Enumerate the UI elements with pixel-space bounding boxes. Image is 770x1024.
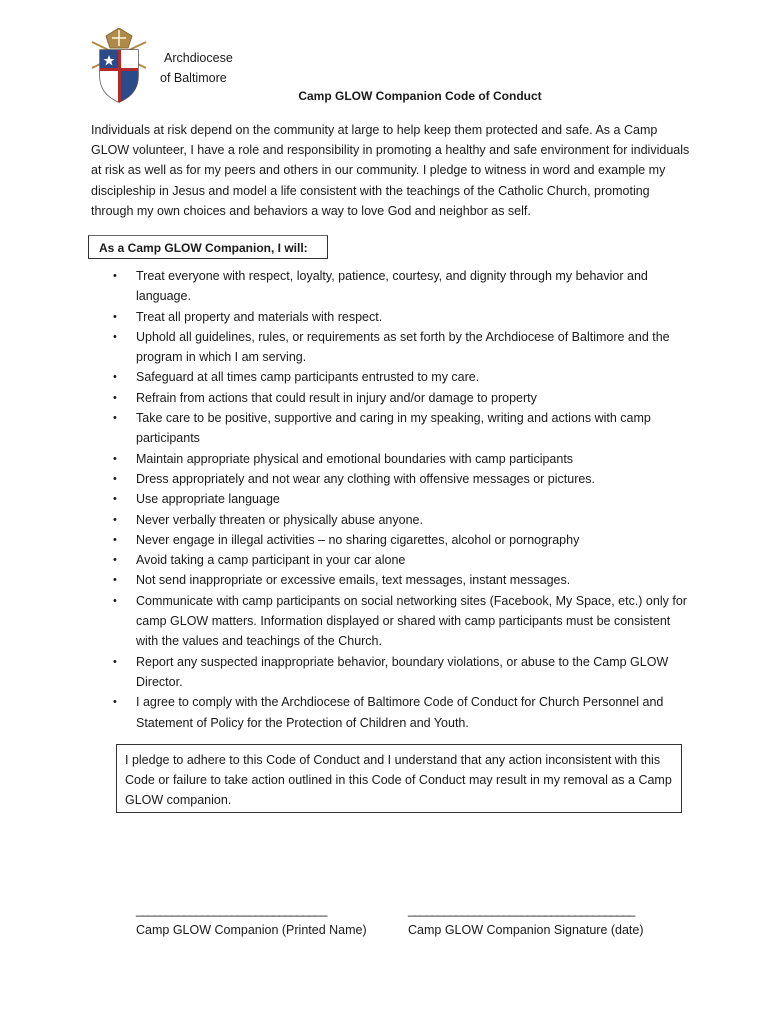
commitment-text: Never verbally threaten or physically abuse anyone. [136, 512, 423, 527]
commitment-text: Use appropriate language [136, 492, 280, 507]
commitment-heading: As a Camp GLOW Companion, I will: [99, 241, 308, 255]
bullet-icon: • [113, 330, 117, 343]
bullet-icon: • [113, 554, 117, 567]
org-line-1: Archdiocese [164, 51, 233, 65]
bullet-icon: • [113, 594, 117, 607]
commitment-list [110, 266, 690, 733]
commitment-item [110, 469, 690, 489]
commitment-text: Not send inappropriate or excessive emails, text messages, instant messages. [136, 573, 571, 588]
commitment-item [110, 388, 690, 408]
bullet-icon: • [113, 472, 117, 485]
signature-field[interactable] [408, 900, 644, 940]
commitment-item [110, 489, 690, 509]
bullet-icon: • [113, 310, 117, 323]
commitment-item [110, 530, 690, 550]
commitment-item [110, 591, 690, 652]
commitment-item [110, 570, 690, 590]
commitment-item [110, 449, 690, 469]
pledge-box: I pledge to adhere to this Code of Conduct and I understand that any action inconsistent with this Code or failure to take action outlined in this Code of Conduct may result in my removal as a Camp GLOW companion. [116, 744, 682, 813]
bullet-icon: • [113, 533, 117, 546]
commitment-text: I agree to comply with the Archdiocese of Baltimore Code of Conduct for Church Personnel and Statement of Policy for the Protection of Children and Youth. [136, 695, 664, 730]
bullet-icon: • [113, 513, 117, 526]
commitment-text: Take care to be positive, supportive and caring in my speaking, writing and actions with camp participants [136, 411, 651, 446]
commitment-heading-box [88, 235, 328, 259]
commitment-text: Report any suspected inappropriate behavior, boundary violations, or abuse to the Camp GLOW Director. [136, 654, 669, 689]
bullet-icon: • [113, 655, 117, 668]
bullet-icon: • [113, 696, 117, 709]
bullet-icon: • [113, 574, 117, 587]
signature-label: Camp GLOW Companion Signature (date) [408, 923, 644, 937]
organization-name [160, 48, 233, 88]
commitment-item [110, 510, 690, 530]
bullet-icon: • [113, 452, 117, 465]
commitment-item [110, 692, 690, 733]
signature-line: ______________________________________ [408, 903, 635, 917]
commitment-item [110, 652, 690, 693]
commitment-text: Treat everyone with respect, loyalty, patience, courtesy, and dignity through my behavior and language. [136, 269, 648, 304]
commitment-text: Uphold all guidelines, rules, or requirements as set forth by the Archdiocese of Baltimore and the program in which I am serving. [136, 329, 670, 365]
commitment-item [110, 367, 690, 387]
commitment-item [110, 408, 690, 449]
commitment-item [110, 266, 690, 307]
printed-name-line: ________________________________ [136, 903, 327, 917]
bullet-icon: • [113, 493, 117, 506]
commitment-text: Refrain from actions that could result in injury and/or damage to property [136, 390, 537, 405]
printed-name-field[interactable] [136, 900, 367, 940]
commitment-text: Never engage in illegal activities – no sharing cigarettes, alcohol or pornography [136, 532, 580, 547]
commitment-text: Treat all property and materials with respect. [136, 309, 383, 324]
bullet-icon: • [113, 371, 117, 384]
commitment-item [110, 550, 690, 570]
bullet-icon: • [113, 391, 117, 404]
org-line-2: of Baltimore [160, 71, 227, 85]
printed-name-label: Camp GLOW Companion (Printed Name) [136, 923, 367, 937]
bullet-icon: • [113, 412, 117, 425]
bullet-icon: • [113, 270, 117, 282]
commitment-text: Maintain appropriate physical and emotional boundaries with camp participants [136, 451, 574, 466]
document-title: Camp GLOW Companion Code of Conduct [298, 89, 542, 103]
commitment-item [110, 327, 690, 368]
commitment-text: Dress appropriately and not wear any clothing with offensive messages or pictures. [136, 471, 596, 486]
intro-paragraph: Individuals at risk depend on the community at large to help keep them protected and safe. As a Camp GLOW volunteer, I have a role and responsibility in promoting a healthy and safe environment for individuals at risk as well as for my peers and others in our community. I pledge to witness in word and example my discipleship in Jesus and model a life consistent with the teachings of the Catholic Church, promoting through my own choices and behaviors a way to love God and neighbor as self. [91, 123, 690, 218]
commitment-text: Safeguard at all times camp participants entrusted to my care. [136, 370, 480, 385]
commitment-item [110, 307, 690, 327]
commitment-text: Avoid taking a camp participant in your car alone [136, 553, 406, 568]
commitment-text: Communicate with camp participants on social networking sites (Facebook, My Space, etc.) only for camp GLOW matters. Information displayed or shared with camp participants must be consistent with the values and teachings of the Church. [136, 593, 687, 649]
